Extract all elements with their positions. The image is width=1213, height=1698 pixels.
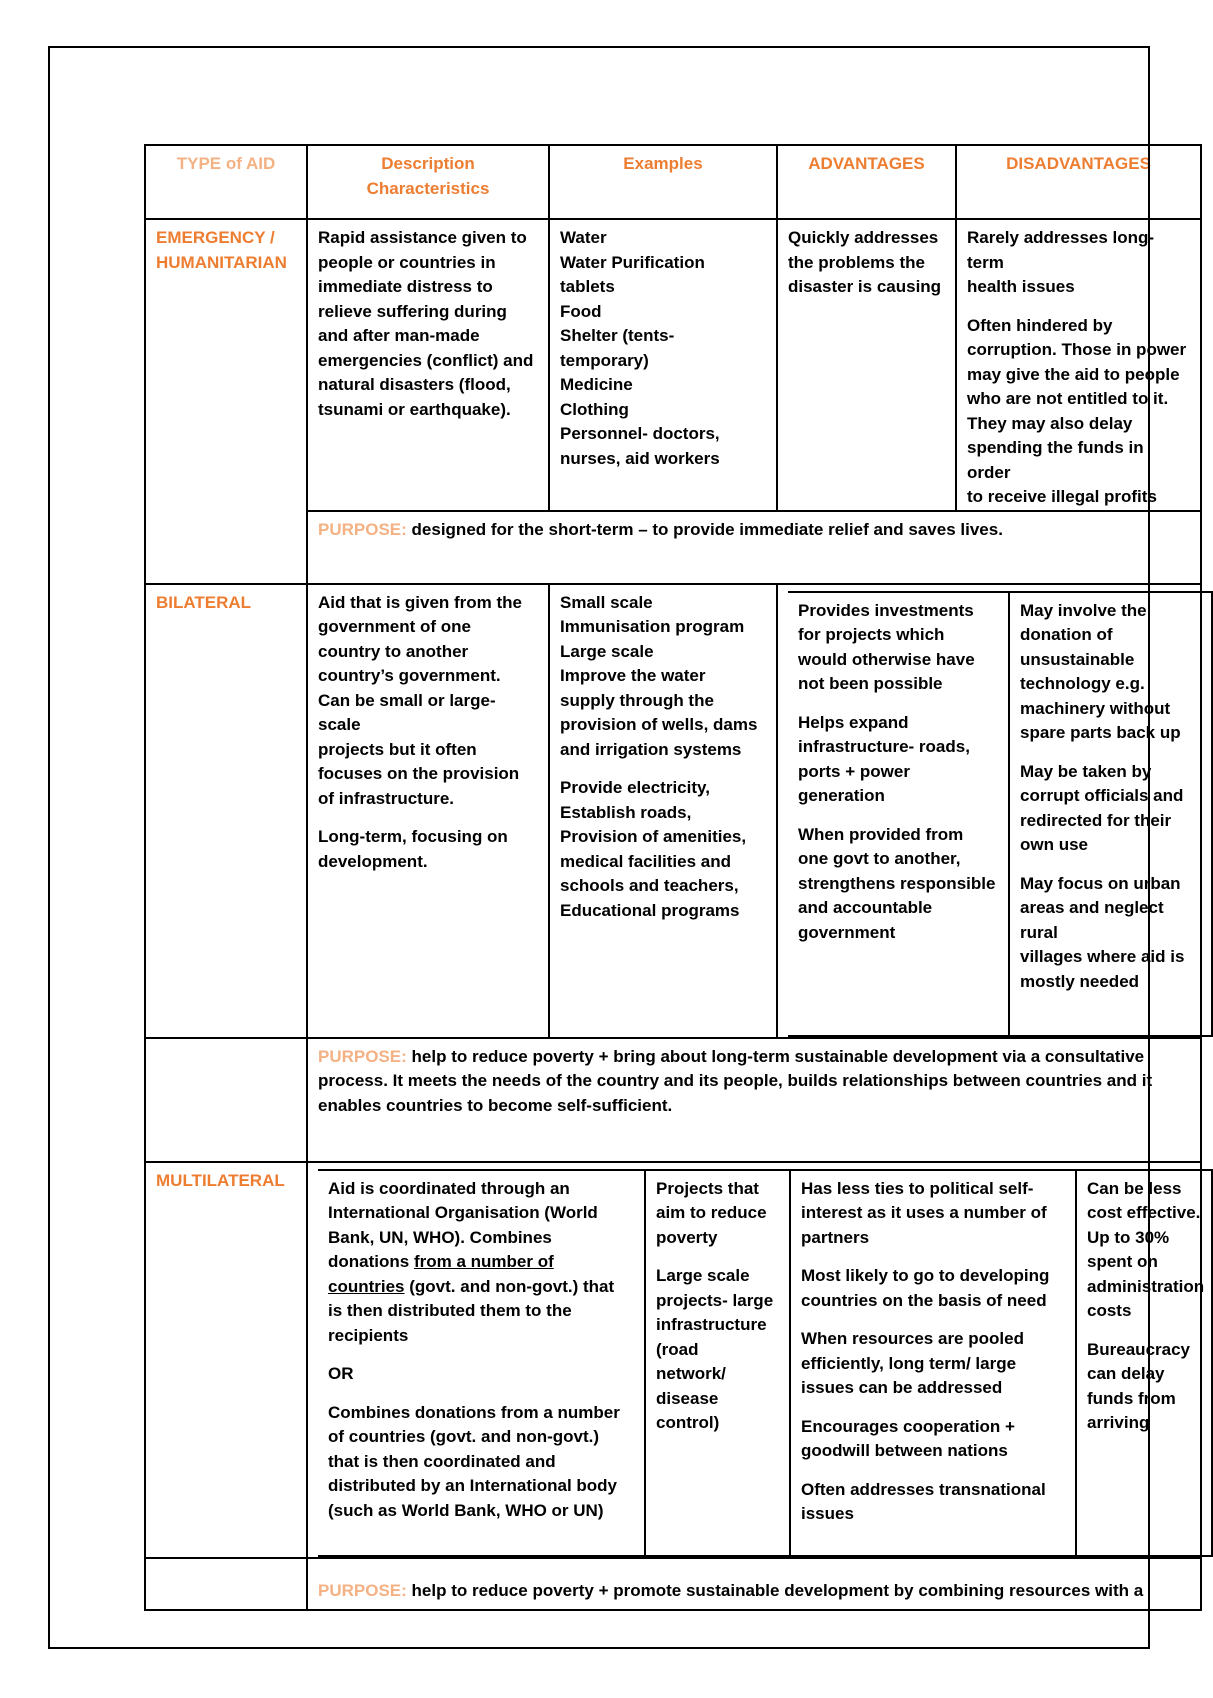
table-row-bilateral-purpose: [145, 1038, 1201, 1162]
row-label-multilateral-purpose-blank: [145, 1558, 307, 1610]
table-row-multilateral: [145, 1162, 1201, 1558]
bilateral-pros-cons-table: [788, 591, 1213, 1037]
bilateral-examples: Small scale Immunisation program Large scale Improve the water supply through the provision of wells, dams and irrigation systems Provide electricity, Establish roads, Provision of amenities, medical facilities and schools and teachers, Educational programs: [549, 584, 777, 1038]
header-description: Description Characteristics: [307, 145, 549, 219]
multilateral-cells: [307, 1162, 1205, 1558]
row-label-bilateral: BILATERAL: [145, 584, 307, 1038]
purpose-label: PURPOSE:: [318, 519, 407, 539]
bilateral-purpose: PURPOSE: help to reduce poverty + bring about long-term sustainable development via a consultative process. It meets the needs of the country and its people, builds relationships between countries and it enables countries to become self-sufficient.: [307, 1038, 1201, 1162]
purpose-label: PURPOSE:: [318, 1046, 407, 1066]
emergency-advantages: Quickly addresses the problems the disaster is causing: [777, 219, 956, 511]
multilateral-cells-table: [318, 1169, 1213, 1557]
underlined-text: from a number of countries: [328, 1252, 554, 1296]
emergency-purpose: PURPOSE: designed for the short-term – to provide immediate relief and saves lives.: [307, 511, 1201, 584]
multilateral-advantages: Has less ties to political self- interest as it uses a number of partners Most likely to go to developing countries on the basis of need When resources are pooled efficiently, long term/ large issues can be addressed Encourages cooperation + goodwill between nations Often addresses transnational issues: [790, 1170, 1076, 1556]
emergency-examples: Water Water Purification tablets Food Shelter (tents- temporary) Medicine Clothing Personnel- doctors, nurses, aid workers: [549, 219, 777, 511]
types-of-aid-table: [144, 144, 1205, 1611]
emergency-disadvantages: Rarely addresses long-term health issues Often hindered by corruption. Those in power may give the aid to people who are not entitled to it. They may also delay spending the funds in order to receive illegal profits: [956, 219, 1201, 511]
table-row-bilateral: [145, 584, 1201, 1038]
bilateral-description: Aid that is given from the government of one country to another country’s government. Can be small or large-scale projects but it often focuses on the provision of infrastructure. Long-term, focusing on development.: [307, 584, 549, 1038]
row-label-multilateral: MULTILATERAL: [145, 1162, 307, 1558]
header-type-of-aid: TYPE of AID: [145, 145, 307, 219]
header-advantages: ADVANTAGES: [777, 145, 956, 219]
row-label-emergency: EMERGENCY / HUMANITARIAN: [145, 219, 307, 584]
purpose-label: PURPOSE:: [318, 1580, 407, 1600]
bilateral-pros-cons: [777, 584, 1201, 1038]
bilateral-advantages: Provides investments for projects which would otherwise have not been possible Helps expand infrastructure- roads, ports + power generation When provided from one govt to another, strengthens responsible and accountable government: [788, 592, 1009, 1036]
emergency-description: Rapid assistance given to people or countries in immediate distress to relieve suffering during and after man-made emergencies (conflict) and natural disasters (flood, tsunami or earthquake).: [307, 219, 549, 511]
multilateral-description: Aid is coordinated through an International Organisation (World Bank, UN, WHO). Combines donations from a number of countries (govt. and non-govt.) that is then distributed them to the recipients OR Combines donations from a number of countries (govt. and non-govt.) that is then coordinated and distributed by an International body (such as World Bank, WHO or UN): [318, 1170, 645, 1556]
table-row-emergency: [145, 219, 1201, 511]
multilateral-disadvantages: Can be less cost effective. Up to 30% spent on administration costs Bureaucracy can delay funds from arriving: [1076, 1170, 1212, 1556]
header-examples: Examples: [549, 145, 777, 219]
header-disadvantages: DISADVANTAGES: [956, 145, 1201, 219]
multilateral-purpose: PURPOSE: help to reduce poverty + promote sustainable development by combining resources with a: [307, 1558, 1201, 1610]
bilateral-disadvantages: May involve the donation of unsustainable technology e.g. machinery without spare parts back up May be taken by corrupt officials and redirected for their own use May focus on urban areas and neglect rural villages where aid is mostly needed: [1009, 592, 1212, 1036]
table-row-multilateral-purpose: [145, 1558, 1201, 1610]
row-label-bilateral-purpose-blank: [145, 1038, 307, 1162]
multilateral-examples: Projects that aim to reduce poverty Large scale projects- large infrastructure (road network/ disease control): [645, 1170, 790, 1556]
table-header-row: [145, 145, 1201, 219]
